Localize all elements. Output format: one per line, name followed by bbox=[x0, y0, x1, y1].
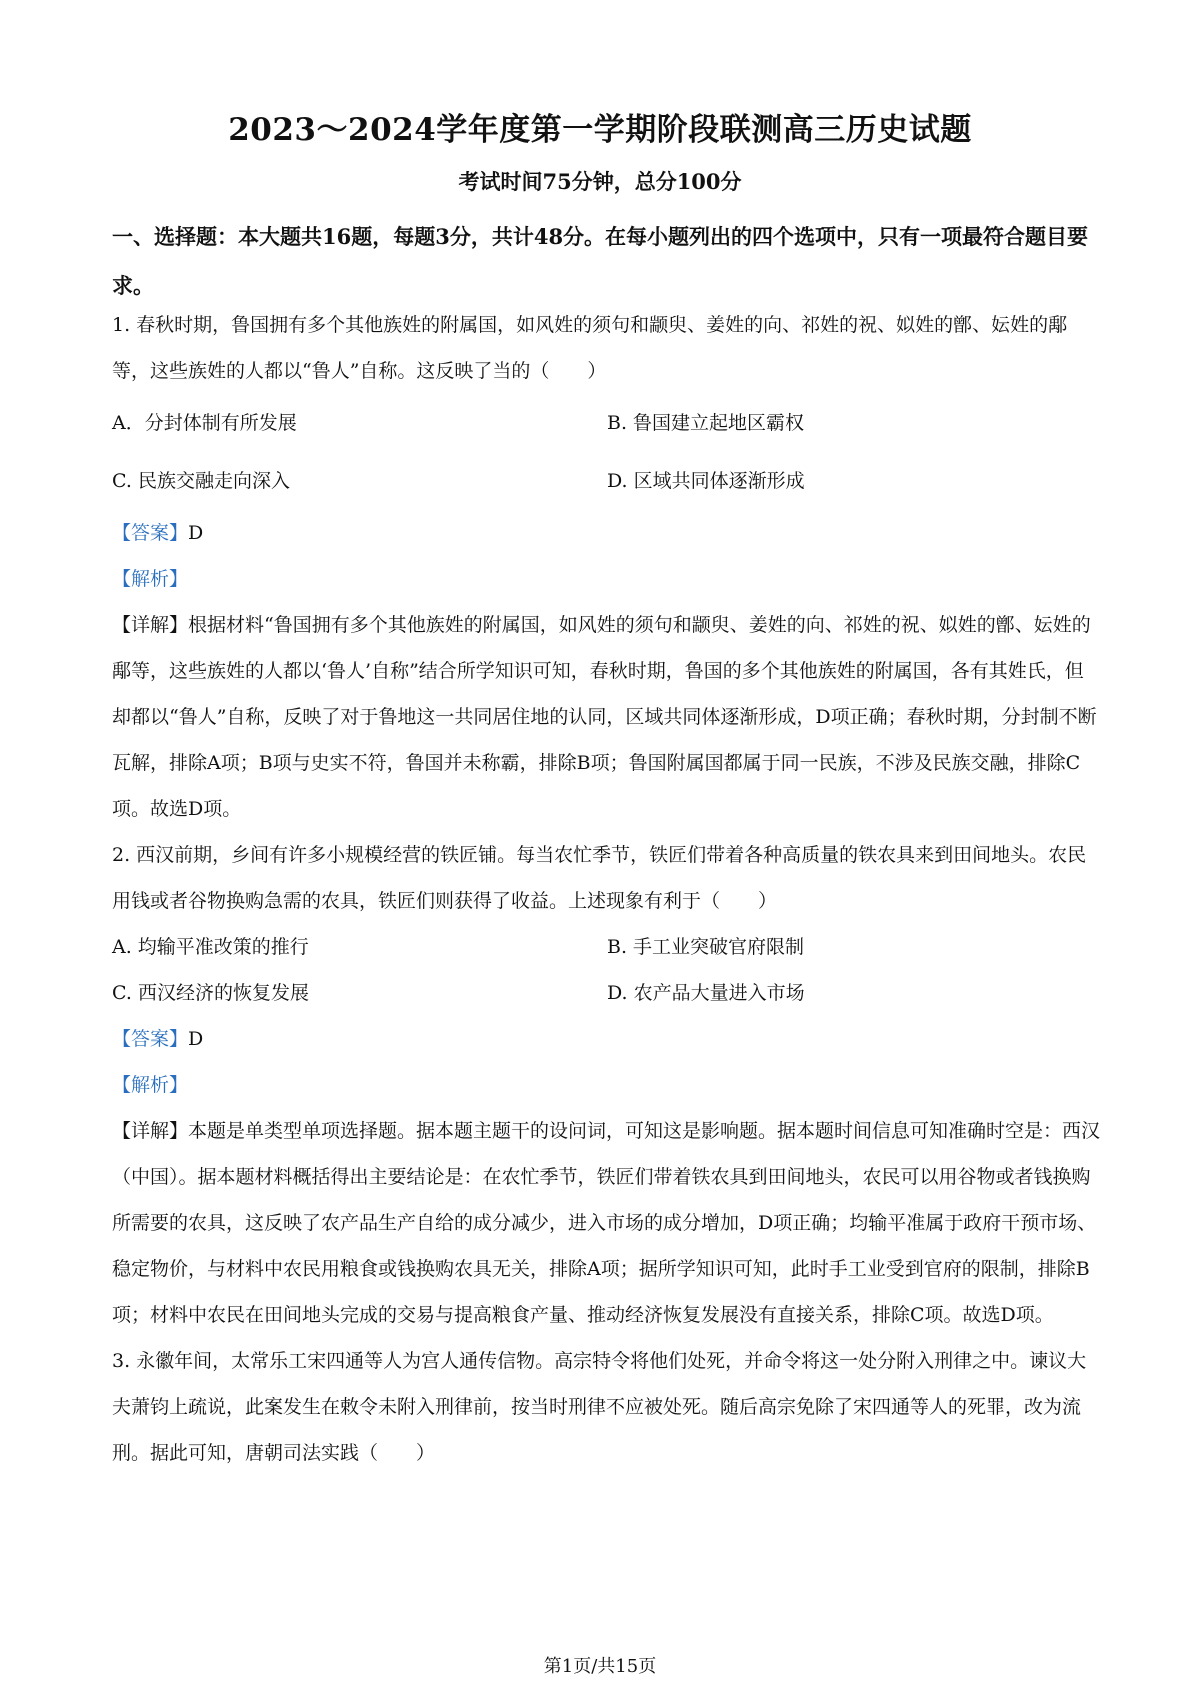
question-1-answer bbox=[112, 510, 1102, 556]
question-2-options bbox=[112, 924, 1102, 1016]
detail-tag: 【详解】 bbox=[112, 614, 189, 636]
question-2 bbox=[112, 832, 1102, 1338]
question-1-option-a: A．分封体制有所发展 bbox=[112, 412, 297, 434]
question-3 bbox=[112, 1338, 1102, 1476]
question-1-option-b: B. 鲁国建立起地区霸权 bbox=[607, 412, 805, 434]
question-2-option-a: A. 均输平准改策的推行 bbox=[112, 936, 309, 958]
detail-text: 根据材料“鲁国拥有多个其他族姓的附属国，如风姓的须句和颛臾、姜姓的向、祁姓的祝、姒姓的鄫、妘姓的鄅等，这些族姓的人都以‘鲁人’自称”结合所学知识可知，春秋时期，鲁国的多个其他族姓的附属国，各有其姓氏，但却都以“鲁人”自称，反映了对于鲁地这一共同居住地的认同，区域共同体逐渐形成，D项正确；春秋时期，分封制不断瓦解，排除A项；B项与史实不符，鲁国并未称霸，排除B项；鲁国附属国都属于同一民族，不涉及民族交融，排除C项。故选D项。 bbox=[112, 614, 1097, 820]
analysis-tag: 【解析】 bbox=[112, 1074, 189, 1096]
question-1-option-d: D. 区域共同体逐渐形成 bbox=[607, 470, 805, 492]
section-heading: 一、选择题：本大题共16题，每题3分，共计48分。在每小题列出的四个选项中，只有一项最符合题目要求。 bbox=[112, 224, 1089, 298]
exam-subtitle: 考试时间75分钟，总分100分 bbox=[458, 169, 742, 194]
question-1-option-c: C. 民族交融走向深入 bbox=[112, 470, 290, 492]
detail-tag: 【详解】 bbox=[112, 1120, 189, 1142]
questions-content bbox=[112, 302, 1102, 1476]
question-1-analysis bbox=[112, 556, 1102, 602]
page-footer: 第1页/共15页 bbox=[543, 1656, 657, 1677]
question-1 bbox=[112, 302, 1102, 832]
question-2-analysis bbox=[112, 1062, 1102, 1108]
question-1-detail bbox=[112, 602, 1102, 832]
question-2-answer bbox=[112, 1016, 1102, 1062]
answer-value: D bbox=[188, 522, 204, 544]
detail-text: 本题是单类型单项选择题。据本题主题干的设问词，可知这是影响题。据本题时间信息可知准确时空是：西汉（中国）。据本题材料概括得出主要结论是：在农忙季节，铁匠们带着铁农具到田间地头，农民可以用谷物或者钱换购所需要的农具，这反映了农产品生产自给的成分减少，进入市场的成分增加，D项正确；均输平准属于政府干预市场、稳定物价，与材料中农民用粮食或钱换购农具无关，排除A项；据所学知识可知，此时手工业受到官府的限制，排除B项；材料中农民在田间地头完成的交易与提高粮食产量、推动经济恢复发展没有直接关系，排除C项。故选D项。 bbox=[112, 1120, 1101, 1326]
question-1-stem: 1. 春秋时期，鲁国拥有多个其他族姓的附属国，如风姓的须句和颛臾、姜姓的向、祁姓的祝、姒姓的鄫、妘姓的鄅等，这些族姓的人都以“鲁人”自称。这反映了当的（ ） bbox=[112, 314, 1068, 382]
question-2-option-b: B. 手工业突破官府限制 bbox=[607, 936, 805, 958]
analysis-tag: 【解析】 bbox=[112, 568, 189, 590]
answer-tag: 【答案】 bbox=[112, 1028, 189, 1050]
question-2-option-d: D. 农产品大量进入市场 bbox=[607, 982, 805, 1004]
answer-tag: 【答案】 bbox=[112, 522, 189, 544]
question-2-option-c: C. 西汉经济的恢复发展 bbox=[112, 982, 309, 1004]
exam-title: 2023～2024学年度第一学期阶段联测高三历史试题 bbox=[228, 112, 972, 148]
question-1-options bbox=[112, 394, 1102, 510]
question-3-stem: 3. 永徽年间，太常乐工宋四通等人为宫人通传信物。高宗特令将他们处死，并命令将这一处分附入刑律之中。谏议大夫萧钧上疏说，此案发生在敕令未附入刑律前，按当时刑律不应被处死。随后高宗免除了宋四通等人的死罪，改为流刑。据此可知，唐朝司法实践（ ） bbox=[112, 1350, 1087, 1464]
question-2-stem: 2. 西汉前期，乡间有许多小规模经营的铁匠铺。每当农忙季节，铁匠们带着各种高质量的铁农具来到田间地头。农民用钱或者谷物换购急需的农具，铁匠们则获得了收益。上述现象有利于（ ） bbox=[112, 844, 1087, 912]
answer-value: D bbox=[188, 1028, 204, 1050]
question-2-detail bbox=[112, 1108, 1102, 1338]
